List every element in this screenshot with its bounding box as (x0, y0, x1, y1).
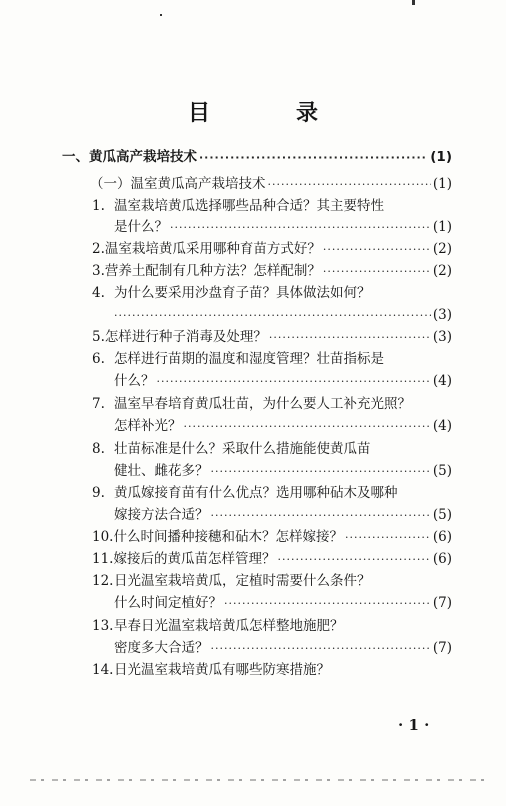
toc-item-number: 4. (92, 285, 105, 301)
leader-dots (170, 219, 431, 237)
leader-dots (323, 241, 431, 259)
toc-page: (7) (432, 595, 452, 611)
toc-item-continuation (114, 372, 452, 391)
toc-item-text: 日光温室栽培黄瓜，定植时需要什么条件？ (114, 573, 371, 589)
toc-chapter (62, 148, 452, 167)
toc-item-continuation (114, 218, 452, 237)
leader-dots (211, 507, 431, 525)
toc-section (90, 175, 452, 194)
toc-item-text: 营养土配制有几种方法？怎样配制？ (104, 263, 321, 279)
scan-mark-corner (412, 0, 415, 5)
toc-page: (6) (432, 529, 452, 545)
toc-item (92, 328, 452, 347)
toc-item-number: 13. (92, 618, 114, 634)
toc-page: (5) (432, 507, 452, 523)
toc-item (92, 484, 452, 502)
toc-page: (2) (432, 263, 452, 279)
toc-page: (1) (430, 149, 452, 165)
toc-item-text: 什么时间播种接穗和砧木？怎样嫁接？ (113, 529, 343, 545)
toc-page: (6) (432, 551, 452, 567)
toc-page: (5) (432, 463, 452, 479)
toc-item-number: 9. (92, 485, 105, 501)
toc-item-text: 黄瓜嫁接育苗有什么优点？选用哪种砧木及哪种 (114, 485, 398, 501)
leader-dots (268, 176, 431, 194)
toc-item-number: 8. (92, 441, 105, 457)
leader-dots (224, 595, 431, 613)
scan-mark-top (160, 14, 162, 16)
toc-page: (7) (432, 640, 452, 656)
leader-dots (211, 463, 431, 481)
toc-item-continuation (114, 639, 452, 658)
toc-item (92, 617, 452, 635)
toc-item (92, 350, 452, 368)
leader-dots (277, 551, 430, 569)
leader-dots (345, 529, 431, 547)
leader-dots (269, 329, 431, 347)
toc-item-number: 12. (92, 573, 114, 589)
scan-edge-noise (30, 779, 486, 781)
leader-dots (114, 307, 431, 325)
toc-section-text: （一）温室黄瓜高产栽培技术 (90, 176, 266, 192)
toc-item-number: 7. (92, 396, 105, 412)
toc-item-number: 5. (92, 329, 105, 345)
toc-item-continuation (114, 417, 452, 436)
toc-item-text: 为什么要采用沙盘育子苗？具体做法如何？ (114, 285, 371, 301)
toc-item-text: 什么？ (114, 373, 155, 389)
toc-item-text: 壮苗标准是什么？采取什么措施能使黄瓜苗 (114, 441, 371, 457)
toc-item-text: 日光温室栽培黄瓜有哪些防寒措施？ (114, 662, 330, 678)
toc-chapter-text: 一、黄瓜高产栽培技术 (62, 149, 197, 165)
toc-page: (4) (432, 418, 452, 434)
toc-item-number: 10. (92, 529, 114, 545)
toc-item-number: 11. (92, 551, 114, 567)
page-number: · 1 · (398, 716, 430, 734)
toc-item-number: 3. (92, 263, 105, 279)
toc-item-text: 密度多大合适？ (114, 640, 209, 656)
toc-page: (3) (432, 329, 452, 345)
page-title: 目 录 (187, 100, 350, 126)
toc-item (92, 284, 452, 302)
toc-page: (4) (432, 373, 452, 389)
toc-item-number: 6. (92, 351, 105, 367)
leader-dots (211, 640, 431, 658)
toc-item-continuation (114, 594, 452, 613)
toc-item-text: 是什么？ (114, 219, 168, 235)
toc-item-text: 温室栽培黄瓜采用哪种育苗方式好？ (104, 241, 321, 257)
toc-item (92, 528, 452, 547)
toc-item (92, 197, 452, 215)
toc-item-text: 温室栽培黄瓜选择哪些品种合适？其主要特性 (114, 198, 384, 214)
leader-dots (157, 373, 431, 391)
toc-item (92, 262, 452, 281)
toc-item (92, 661, 452, 679)
toc-item-number: 2. (92, 241, 105, 257)
toc-item-number: 1. (92, 198, 105, 214)
toc-item (92, 395, 452, 413)
leader-dots (199, 149, 428, 167)
toc-item-number: 14. (92, 662, 114, 678)
toc-item-continuation (114, 462, 452, 481)
toc-item (92, 572, 452, 590)
toc-item-text: 怎样进行种子消毒及处理？ (104, 329, 267, 345)
toc-item (92, 240, 452, 259)
toc-item-text: 温室早春培育黄瓜壮苗，为什么要人工补充光照？ (114, 396, 411, 412)
toc-item-continuation (114, 506, 452, 525)
toc-item-text: 什么时间定植好？ (114, 595, 222, 611)
toc-item (92, 440, 452, 458)
toc-page: (3) (432, 307, 452, 323)
toc-item-text: 嫁接方法合适？ (114, 507, 209, 523)
toc-item-text: 早春日光温室栽培黄瓜怎样整地施肥？ (114, 618, 344, 634)
toc-item-text: 健壮、雌花多？ (114, 463, 209, 479)
toc-item-text: 嫁接后的黄瓜苗怎样管理？ (113, 551, 276, 567)
leader-dots (323, 263, 431, 281)
toc-page: (2) (432, 241, 452, 257)
toc-item-text: 怎样补光？ (114, 418, 182, 434)
toc-item (92, 550, 452, 569)
toc-item-continuation (114, 306, 452, 325)
leader-dots (184, 418, 431, 436)
toc-item-text: 怎样进行苗期的温度和湿度管理？壮苗指标是 (114, 351, 384, 367)
toc-page: (1) (432, 219, 452, 235)
toc-page: (1) (432, 176, 452, 192)
